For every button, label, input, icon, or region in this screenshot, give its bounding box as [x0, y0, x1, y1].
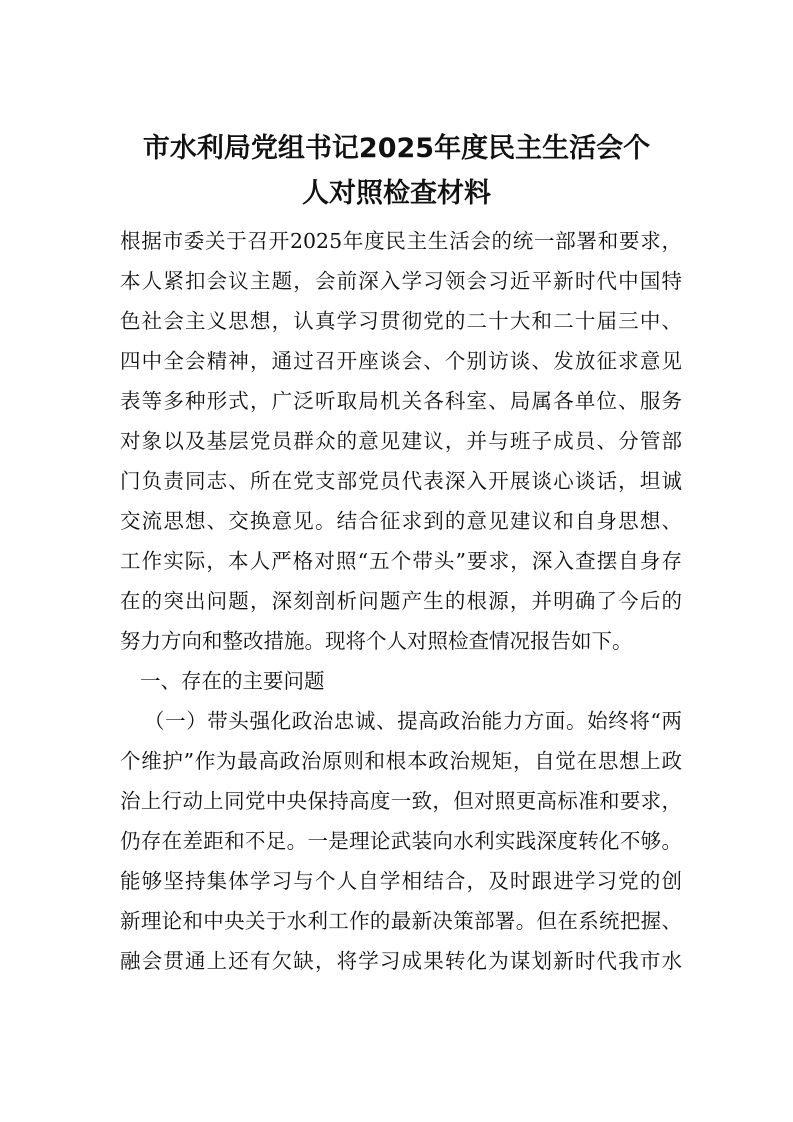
paragraph-line: 治上行动上同党中央保持高度一致，但对照更高标准和要求， — [120, 789, 682, 813]
paragraph-line: 在的突出问题，深刻剖析问题产生的根源，并明确了今后的 — [120, 589, 682, 613]
paragraph-line: 仍存在差距和不足。一是理论武装向水利实践深度转化不够。 — [120, 829, 682, 853]
paragraph-line: 本人紧扣会议主题，会前深入学习领会习近平新时代中国特 — [120, 269, 682, 293]
document-title-line-2: 人对照检查材料 — [302, 178, 491, 209]
paragraph-line: 对象以及基层党员群众的意见建议，并与班子成员、分管部 — [120, 429, 682, 453]
paragraph-line: 交流思想、交换意见。结合征求到的意见建议和自身思想、 — [120, 509, 682, 533]
document-title-line-1: 市水利局党组书记2025年度民主生活会个 — [142, 133, 651, 164]
paragraph-line: 根据市委关于召开2025年度民主生活会的统一部署和要求， — [120, 229, 682, 253]
paragraph-line: 能够坚持集体学习与个人自学相结合，及时跟进学习党的创 — [120, 869, 682, 893]
document-body — [120, 221, 682, 981]
paragraph-line: 表等多种形式，广泛听取局机关各科室、局属各单位、服务 — [120, 389, 682, 413]
paragraph-line: 色社会主义思想，认真学习贯彻党的二十大和二十届三中、 — [120, 309, 682, 333]
paragraph-line: 新理论和中央关于水利工作的最新决策部署。但在系统把握、 — [120, 909, 682, 933]
paragraph-line: 门负责同志、所在党支部党员代表深入开展谈心谈话，坦诚 — [120, 469, 682, 493]
section-heading: 一、存在的主要问题 — [140, 669, 325, 693]
paragraph-line: 努力方向和整改措施。现将个人对照检查情况报告如下。 — [120, 629, 633, 653]
paragraph-line: （一）带头强化政治忠诚、提高政治能力方面。始终将“两 — [144, 709, 682, 733]
paragraph-line: 融会贯通上还有欠缺，将学习成果转化为谋划新时代我市水 — [120, 949, 682, 973]
paragraph-line: 工作实际，本人严格对照“五个带头”要求，深入查摆自身存 — [120, 549, 682, 573]
paragraph-line: 个维护”作为最高政治原则和根本政治规矩，自觉在思想上政 — [120, 749, 682, 773]
paragraph-line: 四中全会精神，通过召开座谈会、个别访谈、发放征求意见 — [120, 349, 682, 373]
